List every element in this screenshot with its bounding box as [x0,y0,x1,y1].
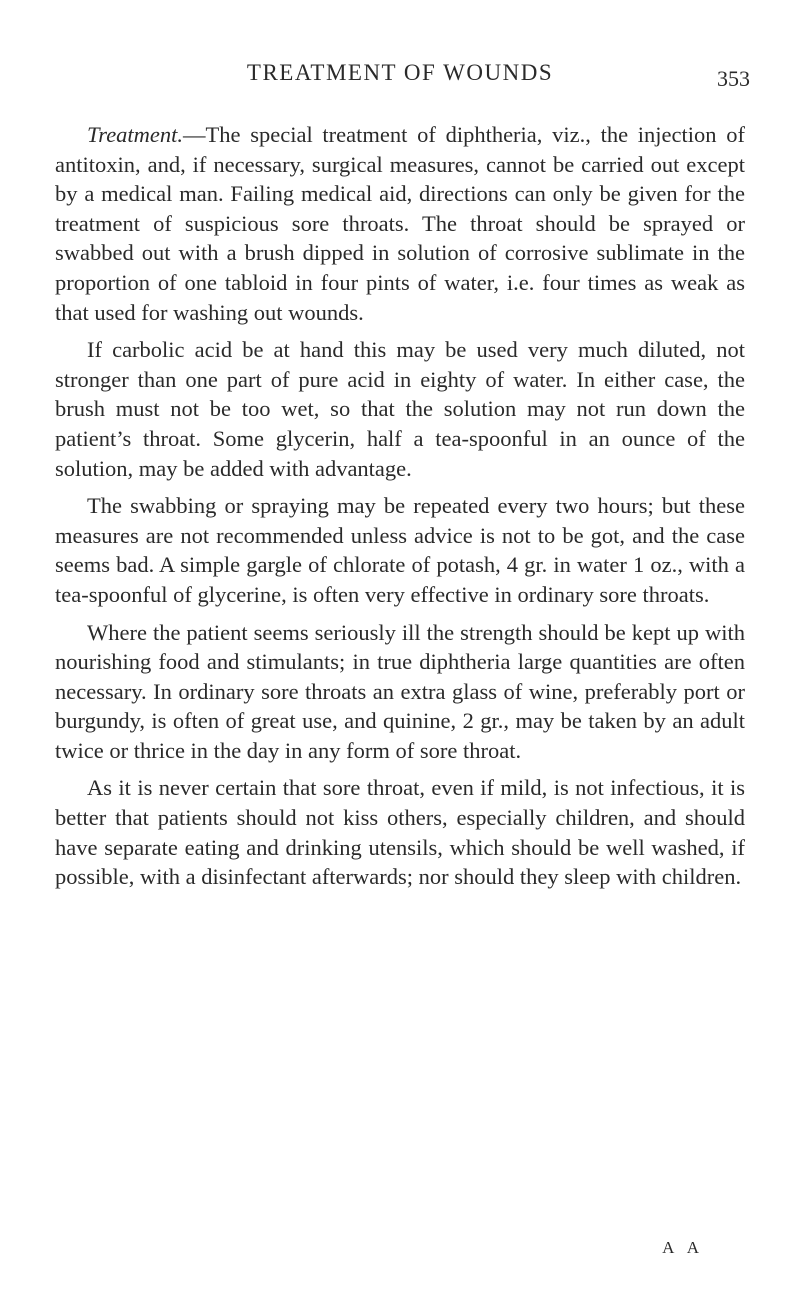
paragraph-treatment [55,120,745,327]
paragraph-lead-italic: Treatment. [87,122,184,147]
paragraph-text: —The special treatment of diphtheria, viz., the injection of antitoxin, and, if necessary, surgical measures, cannot be carried out except by a medical man. Failing medical aid, directions can only be given for the treatment of suspicious sore throats. The throat should be sprayed or swabbed out with a brush dipped in solution of corrosive sublimate in the proportion of one tabloid in four pints of water, i.e. four times as weak as that used for washing out wounds. [55,122,745,325]
signature-mark: A A [662,1238,704,1257]
paragraph-swabbing: The swabbing or spraying may be repeated every two hours; but these measures are not recommended unless advice is not to be got, and the case seems bad. A simple gargle of chlorate of potash, 4 gr. in water 1 oz., with a tea-spoonful of glycerine, is often very effective in ordinary sore throats. [55,493,745,607]
paragraph-infection: As it is never certain that sore throat, even if mild, is not infectious, it is better that patients should not kiss others, especially children, and should have separate eating and drinking utensils, which should be well washed, if possible, with a disinfectant afterwards; nor should they sleep with children. [55,775,745,890]
paragraph-patient-strength: Where the patient seems seriously ill the strength should be kept up with nourishing food and stimulants; in true diphtheria large quantities are often necessary. In ordinary sore throats an extra glass of wine, preferably port or burgundy, is often of great use, and quinine, 2 gr., may be taken by an adult twice or thrice in the day in any form of sore throat. [55,619,745,763]
paragraph-carbolic-acid: If carbolic acid be at hand this may be used very much diluted, not stronger than one part of pure acid in eighty of water. In either case, the brush must not be too wet, so that the solution may not run down the patient’s throat. Some glycerin, half a tea-spoonful in an ounce of the solution, may be added with advantage. [55,337,745,481]
running-head-title: TREATMENT OF WOUNDS [246,60,554,85]
page-number: 353 [717,66,750,91]
body-text [55,120,745,900]
